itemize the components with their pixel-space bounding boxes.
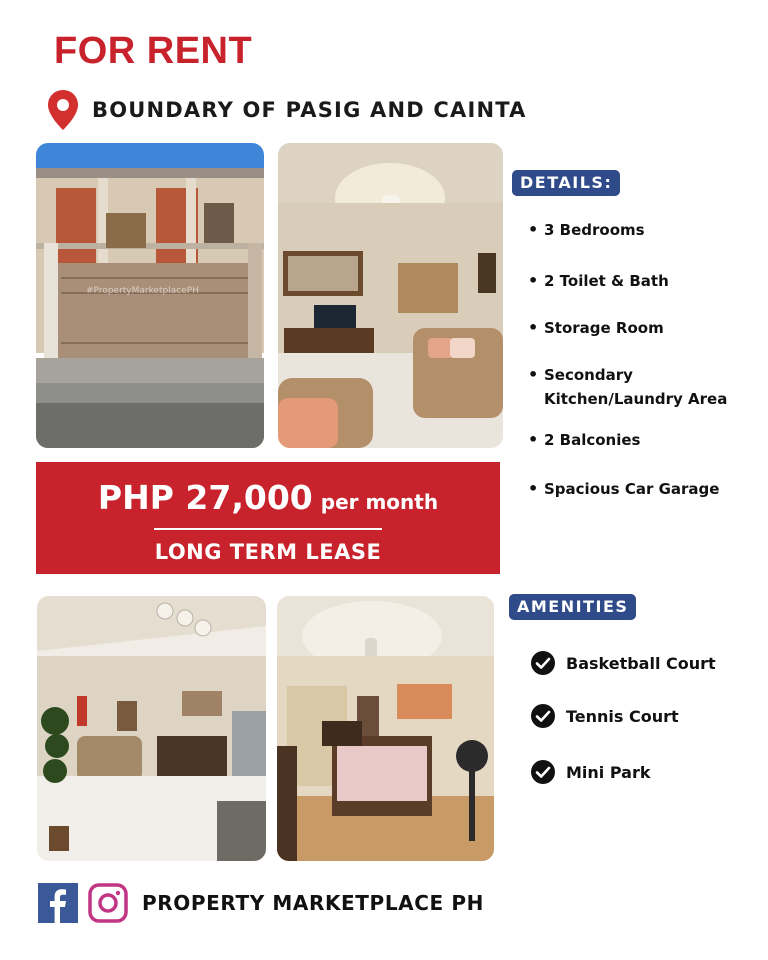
- lease-type: LONG TERM LEASE: [154, 540, 382, 564]
- house-exterior-photo: [36, 143, 264, 448]
- price-unit: per month: [320, 490, 439, 514]
- watermark-text: #PropertyMarketplacePH: [86, 286, 199, 296]
- amenity-label: Basketball Court: [566, 653, 716, 673]
- price-line: [36, 478, 500, 517]
- detail-item: • Storage Room: [528, 318, 664, 337]
- detail-item: • 2 Balconies: [528, 430, 641, 449]
- brand-name: PROPERTY MARKETPLACE PH: [142, 891, 484, 915]
- location-row: [46, 90, 527, 130]
- bedroom-photo: [277, 596, 494, 861]
- price-divider: [154, 528, 382, 530]
- detail-item: • Secondary Kitchen/Laundry Area: [528, 365, 728, 408]
- amenity-label: Mini Park: [566, 762, 651, 782]
- check-circle-icon: [530, 703, 556, 729]
- amenity-item: [530, 759, 650, 785]
- check-circle-icon: [530, 650, 556, 676]
- amenity-item: [530, 703, 679, 729]
- price-banner: [36, 462, 500, 574]
- amenities-heading: AMENITIES: [509, 594, 636, 620]
- details-heading: DETAILS:: [512, 170, 620, 196]
- amenity-label: Tennis Court: [566, 706, 679, 726]
- dining-kitchen-photo: [37, 596, 266, 861]
- living-room-photo: [278, 143, 503, 448]
- footer: [38, 882, 484, 924]
- detail-item: • Spacious Car Garage: [528, 479, 720, 498]
- instagram-icon[interactable]: [88, 883, 128, 923]
- location-text: BOUNDARY OF PASIG AND CAINTA: [92, 98, 527, 122]
- page-title: FOR RENT: [54, 30, 253, 72]
- detail-item: • 3 Bedrooms: [528, 220, 645, 239]
- facebook-icon[interactable]: [38, 883, 78, 923]
- price-amount: PHP 27,000: [97, 478, 313, 517]
- check-circle-icon: [530, 759, 556, 785]
- detail-item: • 2 Toilet & Bath: [528, 271, 669, 290]
- amenity-item: [530, 650, 716, 676]
- map-pin-icon: [46, 89, 80, 131]
